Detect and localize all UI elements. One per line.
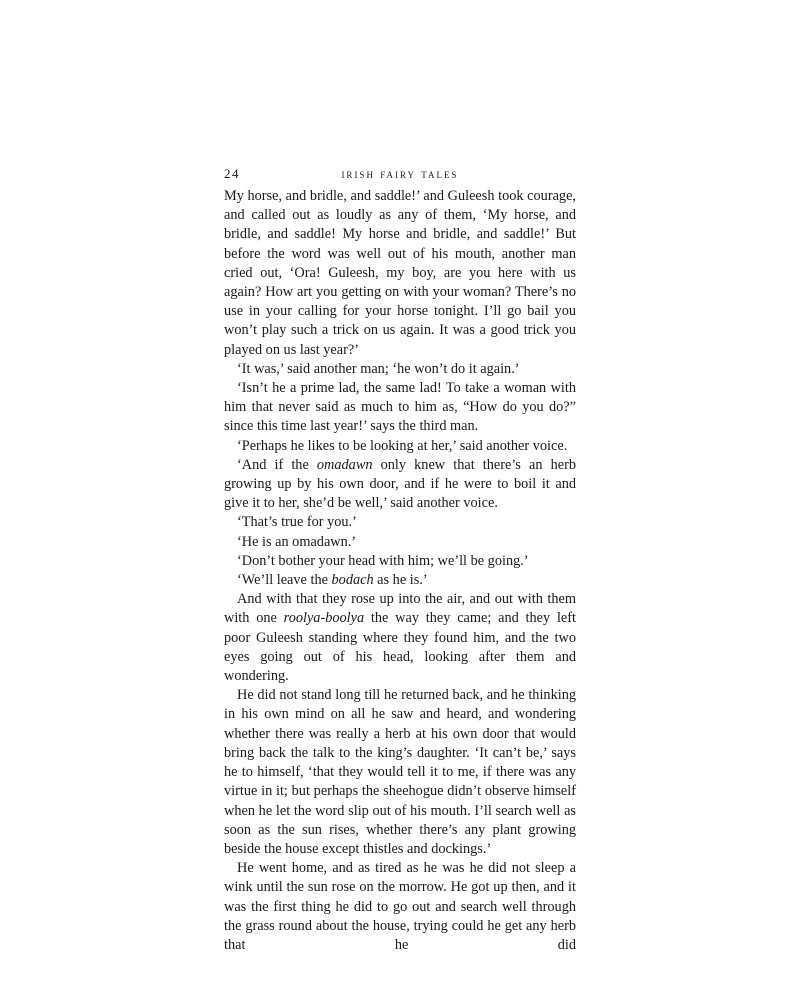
text-run: ‘That’s true for you.’ — [237, 514, 357, 531]
running-head — [224, 163, 576, 185]
text-run: ‘He is an omadawn.’ — [237, 533, 357, 550]
paragraph — [224, 533, 576, 552]
text-run: only knew that there’s an herb growing up by his own door, and if he were to boil it and give it to her, she’d be well,’ said another voice. — [224, 456, 576, 512]
text-run: My horse, and bridle, and saddle!’ and Guleesh took courage, and called out as loudly as any of them, ‘My horse, and bridle, and saddle! My horse and bridle, and saddle!’ But before the word was well out of his mouth, another man cried out, ‘Ora! Guleesh, my boy, are you here with us again? How art you getting on with your woman? There’s no use in your calling for your horse tonight. I’ll go bail you won’t play such a trick on us again. It was a good trick you played on us last year?’ — [224, 188, 576, 358]
paragraph — [224, 456, 576, 514]
paragraph — [224, 590, 576, 686]
italic-term: roolya-boolya — [283, 610, 365, 627]
italic-term: omadawn — [316, 456, 373, 473]
text-run: the way they came; and they left poor Guleesh standing where they found him, and the two eyes going out of his head, looking after them and wondering. — [224, 610, 577, 685]
body-text — [224, 187, 576, 955]
text-run: ‘Isn’t he a prime lad, the same lad! To take a woman with him that never said as much to him as, “How do you do?” since this time last year!’ says the third man. — [224, 380, 576, 435]
text-run: ‘It was,’ said another man; ‘he won’t do it again.’ — [237, 360, 520, 377]
paragraph — [224, 360, 576, 379]
text-run: as he is.’ — [373, 572, 428, 589]
book-title: irish fairy tales — [341, 166, 459, 181]
paragraph — [224, 379, 576, 437]
text-run: ‘And if the — [237, 456, 317, 473]
text-run: ‘Don’t bother your head with him; we’ll be going.’ — [237, 552, 529, 569]
paragraph — [224, 187, 576, 360]
text-run: And with that they rose up into the air, and out with them with one — [224, 591, 576, 627]
text-run: ‘Perhaps he likes to be looking at her,’ said another voice. — [237, 437, 568, 454]
paragraph — [224, 571, 576, 590]
paragraph — [224, 686, 576, 859]
italic-term: bodach — [331, 572, 374, 589]
book-page — [224, 163, 576, 955]
page-number: 24 — [224, 166, 240, 181]
paragraph — [224, 437, 576, 456]
text-run: ‘We’ll leave the — [237, 572, 332, 589]
paragraph — [224, 859, 576, 955]
paragraph — [224, 513, 576, 532]
text-run: He went home, and as tired as he was he did not sleep a wink until the sun rose on the morrow. He got up then, and it was the first thing he did to go out and search well through the grass round about the house, trying could he get any herb that he did — [224, 860, 576, 953]
paragraph — [224, 552, 576, 571]
text-run: He did not stand long till he returned back, and he thinking in his own mind on all he saw and heard, and wondering whether there was really a herb at his own door that would bring back the talk to the king’s daughter. ‘It can’t be,’ says he to himself, ‘that they would tell it to me, if there was any virtue in it; but perhaps the sheehogue didn’t observe himself when he let the word slip out of his mouth. I’ll search well as soon as the sun rises, whether there’s any plant growing beside the house except thistles and dockings.’ — [224, 687, 576, 857]
